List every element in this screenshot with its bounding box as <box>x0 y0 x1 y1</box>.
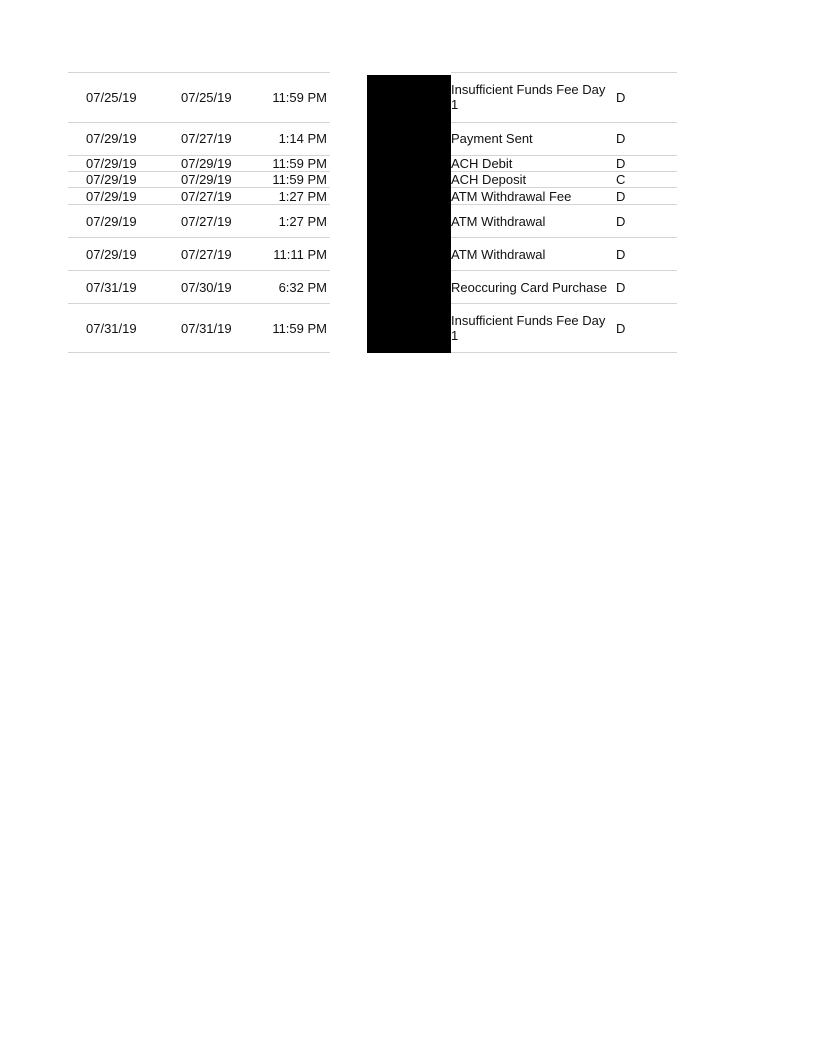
post-date-cell: 07/29/19 <box>86 131 137 146</box>
time-cell: 6:32 PM <box>278 280 327 295</box>
post-date-cell: 07/29/19 <box>86 214 137 229</box>
redaction-block <box>367 75 451 353</box>
type-cell: D <box>616 214 626 229</box>
row-divider <box>68 237 330 238</box>
post-date-cell: 07/29/19 <box>86 172 137 187</box>
time-cell: 1:27 PM <box>278 214 327 229</box>
description-cell: Insufficient Funds Fee Day 1 <box>451 313 606 343</box>
type-cell: D <box>616 247 626 262</box>
row-divider <box>451 122 677 123</box>
type-cell: D <box>616 90 626 105</box>
transaction-date-cell: 07/29/19 <box>181 172 232 187</box>
transaction-date-cell: 07/27/19 <box>181 247 232 262</box>
type-cell: C <box>616 172 626 187</box>
description-cell: ATM Withdrawal <box>451 247 546 262</box>
time-cell: 11:11 PM <box>273 247 327 262</box>
type-cell: D <box>616 131 626 146</box>
time-cell: 11:59 PM <box>272 90 327 105</box>
post-date-cell: 07/31/19 <box>86 321 137 336</box>
transaction-date-cell: 07/25/19 <box>181 90 232 105</box>
post-date-cell: 07/29/19 <box>86 189 137 204</box>
description-cell: Reoccuring Card Purchase <box>451 280 608 295</box>
description-cell: ATM Withdrawal Fee <box>451 189 572 204</box>
type-cell: D <box>616 280 626 295</box>
row-divider <box>451 237 677 238</box>
row-divider <box>68 270 330 271</box>
type-cell: D <box>616 156 626 171</box>
row-divider <box>451 270 677 271</box>
row-divider <box>68 204 330 205</box>
row-divider <box>451 303 677 304</box>
post-date-cell: 07/25/19 <box>86 90 137 105</box>
row-divider <box>451 352 677 353</box>
row-divider <box>68 187 330 188</box>
transaction-date-cell: 07/29/19 <box>181 156 232 171</box>
time-cell: 11:59 PM <box>272 156 327 171</box>
row-divider <box>68 352 330 353</box>
description-cell: ATM Withdrawal <box>451 214 546 229</box>
post-date-cell: 07/31/19 <box>86 280 137 295</box>
time-cell: 11:59 PM <box>272 172 327 187</box>
row-divider <box>68 303 330 304</box>
description-cell: ACH Debit <box>451 156 513 171</box>
transaction-date-cell: 07/27/19 <box>181 189 232 204</box>
row-divider <box>68 122 330 123</box>
transaction-date-cell: 07/31/19 <box>181 321 232 336</box>
post-date-cell: 07/29/19 <box>86 156 137 171</box>
transaction-date-cell: 07/27/19 <box>181 214 232 229</box>
row-divider <box>451 72 677 73</box>
description-cell: ACH Deposit <box>451 172 527 187</box>
row-divider <box>451 204 677 205</box>
type-cell: D <box>616 321 626 336</box>
transaction-date-cell: 07/27/19 <box>181 131 232 146</box>
post-date-cell: 07/29/19 <box>86 247 137 262</box>
time-cell: 1:14 PM <box>278 131 327 146</box>
description-cell: Payment Sent <box>451 131 533 146</box>
time-cell: 11:59 PM <box>272 321 327 336</box>
row-divider <box>68 72 330 73</box>
type-cell: D <box>616 189 626 204</box>
time-cell: 1:27 PM <box>278 189 327 204</box>
description-cell: Insufficient Funds Fee Day 1 <box>451 82 606 112</box>
transaction-date-cell: 07/30/19 <box>181 280 232 295</box>
row-divider <box>451 187 677 188</box>
